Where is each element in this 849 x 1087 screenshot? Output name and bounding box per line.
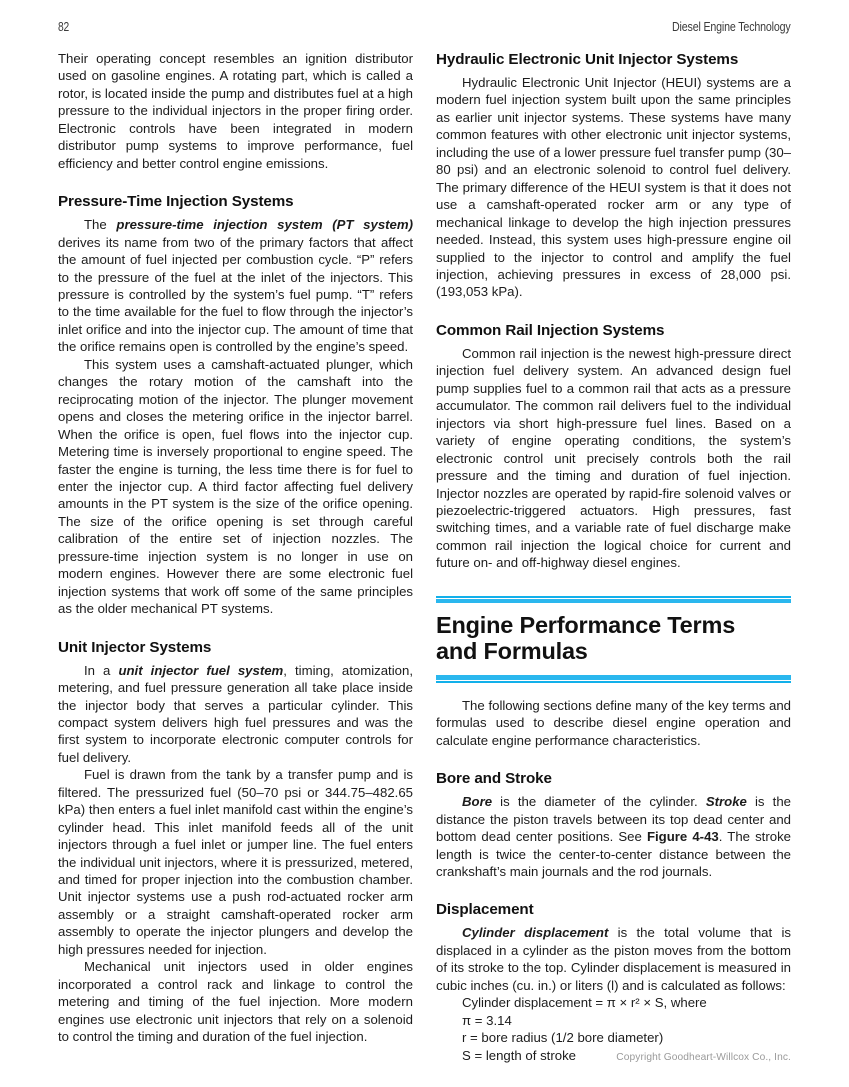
formula-line: S = length of stroke (462, 1047, 576, 1063)
term-unit-injector-fuel-system: unit injector fuel system (118, 662, 284, 678)
text-rest: , timing, atomization, metering, and fuel pressure generation all take place inside the injector body that serves a particular cylinder. This compact system delivers high fuel pressures and was the first system to incorporate electronic computer controls for fuel delivery. (58, 662, 413, 765)
text-lead: The (84, 217, 117, 233)
spacer (436, 749, 791, 769)
heading-bore-and-stroke: Bore and Stroke (436, 770, 552, 788)
text-mid: is the diameter of the cylinder. (492, 794, 706, 810)
paragraph-heui: Hydraulic Electronic Unit Injector (HEUI) systems are a modern fuel injection system built upon the same principles as earlier unit injector systems. These systems have many common features with other electronic unit injector systems, including the use of a lower pressure fuel transfer pump (30–80 psi) and an electronic solenoid to control fuel delivery. The primary difference of the HEUI system is that it does not use a camshaft-operated rocker arm or any type of mechanical linkage to develop the high injection pressures needed. Instead, this system uses high-pressure engine oil supplied to the injector to control and amplify the fuel injection, achieving pressures in excess of 28,000 psi. (193,053 kPa). (436, 75, 791, 300)
spacer (436, 301, 791, 321)
accent-rule-top (436, 596, 791, 603)
term-pt-system: pressure-time injection system (PT system) (116, 217, 414, 233)
heading-displacement: Displacement (436, 901, 534, 919)
running-head (58, 19, 791, 34)
column-left (58, 50, 413, 1046)
heading-unit-injector-systems: Unit Injector Systems (58, 638, 212, 656)
part-heading-engine-performance-terms-and-formulas (436, 603, 791, 675)
term-bore: Bore (462, 794, 493, 810)
formula-line: r = bore radius (1/2 bore diameter) (462, 1030, 664, 1046)
book-title: Diesel Engine Technology (672, 19, 791, 34)
figure-reference: Figure 4-43 (646, 829, 719, 845)
text-rest-b: . The stroke length is twice the center-to-center distance between the crankshaft’s main journals and the rod journals. (436, 829, 791, 879)
accent-rule-bottom (436, 675, 791, 683)
text-rest-a: is the distance the piston travels between its top dead center and bottom dead center positions. See (436, 794, 791, 845)
paragraph-common-rail: Common rail injection is the newest high-pressure direct injection fuel delivery system. An advanced design fuel pump supplies fuel to a common rail that acts as a pressure accumulator. The common rail delivers fuel to the individual injectors via short high-pressure fuel lines. Based on a variety of engine operating conditions, the system’s electronic control unit precisely controls both the rail pressure and the timing and duration of fuel injection. Injector nozzles are operated by rapid-fire solenoid valves or piezoelectric-triggered actuators. High pressures, fast switching times, and a variable rate of fuel discharge make common rail injection the logical choice for current and future on- and off-highway diesel engines. (436, 345, 791, 571)
paragraph-camshaft-plunger: This system uses a camshaft-actuated plunger, which changes the rotary motion of the camshaft into the reciprocating motion of the injector. The plunger movement opens and closes the metering orifice in the injector barrel. When the orifice is open, fuel flows into the injector cup. Metering time is inversely proportional to engine speed. The faster the engine is turning, the less time there is for fuel to enter the injector cup. A third factor affecting fuel delivery amounts in the PT system is the size of the orifice opening. The size of the orifice opening is set through careful calibration of the entire set of injection nozzles. The pressure-time injection system is no longer in use on modern engines. However there are some electronic fuel injection systems that work off some of the same principles as the older mechanical PT systems. (58, 356, 413, 617)
text-rest: derives its name from two of the primary factors that affect the amount of fuel injected per combustion cycle. “P” refers to the pressure of the fuel at the inlet of the injectors. This pressure is controlled by the system’s fuel pump. “T” refers to the time available for the fuel to flow through the injector’s inlet orifice and into the injector cup. The amount of time that the orifice remains open is controlled by the engine’s speed. (58, 234, 413, 355)
formula-line: Cylinder displacement = π × r² × S, where (462, 995, 707, 1011)
part-heading-block (436, 596, 791, 683)
spacer (58, 172, 413, 192)
heading-common-rail-injection-systems: Common Rail Injection Systems (436, 321, 665, 339)
text-rest: is the total volume that is displaced in a cylinder as the piston moves from the bottom of its stroke to the top. Cylinder displacement is measured in cubic inches (cu. in.) or liters (l) and is calculated as follows: (436, 925, 791, 993)
paragraph-cylinder-displacement (436, 924, 791, 994)
part-heading-line-2: and Formulas (436, 637, 588, 664)
paragraph-distributor-pump: Their operating concept resembles an ignition distributor used on gasoline engines. A rotating part, which is called a rotor, is located inside the pump and distributes fuel at a high pressure to the individual injectors in the proper firing order. Electronic controls have been integrated in modern distributor pump systems to improve performance, fuel efficiency and better control engine emissions. (58, 51, 413, 171)
text-lead: In a (84, 662, 119, 678)
formula-line: π = 3.14 (462, 1012, 512, 1028)
term-stroke: Stroke (705, 794, 747, 810)
footer-copyright: Copyright Goodheart-Willcox Co., Inc. (616, 1052, 791, 1063)
paragraph-unit-injector-definition (58, 662, 413, 767)
heading-pressure-time-injection-systems: Pressure-Time Injection Systems (58, 193, 294, 211)
paragraph-mechanical-unit-injectors: Mechanical unit injectors used in older engines incorporated a control rack and linkage to control the metering and timing of the fuel injection. More modern engines use electronic unit injectors that rely on a solenoid to control the timing and duration of the fuel injection. (58, 959, 413, 1045)
paragraph-pt-system-definition (58, 216, 413, 356)
page-number: 82 (58, 20, 70, 34)
spacer (436, 880, 791, 900)
spacer (58, 618, 413, 638)
paragraph-fuel-flow: Fuel is drawn from the tank by a transfer pump and is filtered. The pressurized fuel (50–70 psi or 344.75–482.65 kPa) then enters a fuel inlet manifold cast within the engine’s cylinder head. This inlet manifold feeds all of the unit injectors through a fuel inlet or jumper line. The fuel enters the individual unit injectors, where it is pressurized, metered, and timed for proper injection into the combustion chamber. Unit injector systems use a push rod-actuated rocker arm assembly or a straight camshaft-operated rocker arm assembly to operate the injector plungers and develop the high pressures needed for injection. (58, 767, 413, 957)
paragraph-following-sections: The following sections define many of the key terms and formulas used to describe diesel engine operation and calculate engine performance characteristics. (436, 697, 791, 748)
part-heading-line-1: Engine Performance Terms (436, 611, 736, 638)
paragraph-bore-and-stroke (436, 793, 791, 880)
column-right (436, 50, 791, 1064)
heading-hydraulic-electronic-unit-injector-systems: Hydraulic Electronic Unit Injector Systems (436, 51, 739, 68)
term-cylinder-displacement: Cylinder displacement (462, 925, 609, 941)
